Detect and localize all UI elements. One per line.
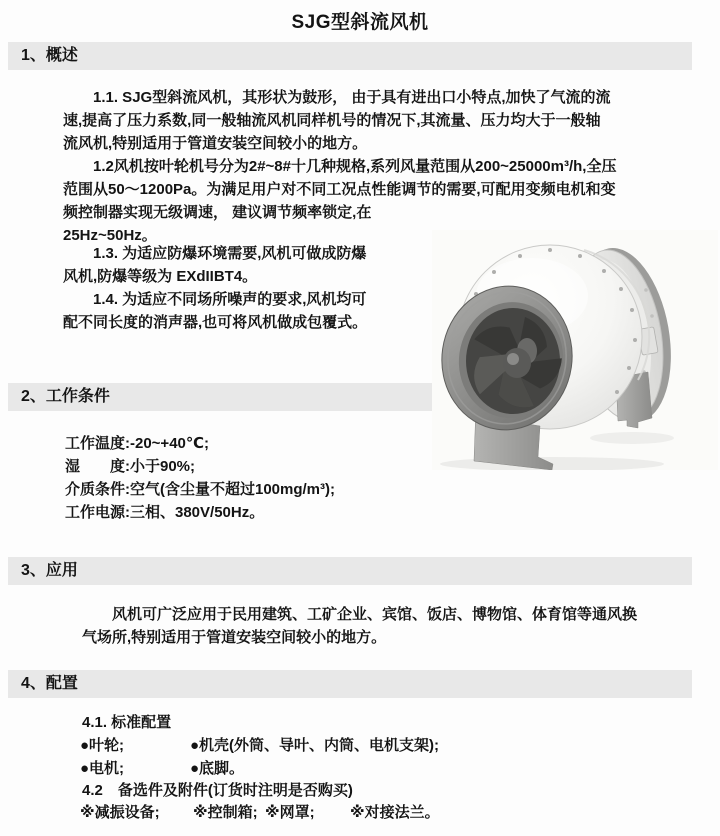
paragraph-line: 范围从50～1200Pa。为满足用户对不同工况点性能调节的需要,可配用变频电机和变 <box>63 181 616 198</box>
paragraph-line: 气场所,特别适用于管道安装空间较小的地方。 <box>82 629 387 646</box>
option-control-box: ※控制箱; <box>193 804 258 821</box>
condition-power: 工作电源:三相、380V/50Hz。 <box>65 504 265 521</box>
option-damping-device: ※减振设备; <box>80 804 160 821</box>
paragraph-line: 速,提高了压力系数,同一般轴流风机同样机号的情况下,其流量、压力均大于一般轴 <box>63 112 601 129</box>
config-item-motor: ●电机; <box>80 760 125 777</box>
mixed-flow-fan-illustration <box>432 230 718 470</box>
section-heading-application: 3、应用 <box>8 557 692 585</box>
working-conditions-list <box>65 432 335 524</box>
section-heading-overview: 1、概述 <box>8 42 692 70</box>
option-flange: ※对接法兰。 <box>350 804 440 821</box>
fan-product-photo <box>432 230 718 470</box>
standard-config-title: 4.1. 标准配置 <box>82 714 172 731</box>
option-mesh-guard: ※网罩; <box>265 804 315 821</box>
paragraph-line: 1.3. 为适应防爆环境需要,风机可做成防爆 <box>93 245 367 262</box>
paragraph-line: 25Hz~50Hz。 <box>63 227 157 244</box>
paragraph-line: 频控制器实现无级调速， 建议调节频率锁定,在 <box>63 204 372 221</box>
paragraph-line: 1.4. 为适应不同场所噪声的要求,风机均可 <box>93 291 367 308</box>
application-paragraph <box>82 603 637 649</box>
section-heading-working-conditions: 2、工作条件 <box>8 383 692 411</box>
paragraph-line: 流风机,特别适用于管道安装空间较小的地方。 <box>63 135 368 152</box>
optional-config-row <box>80 801 440 824</box>
config-item-impeller: ●叶轮; <box>80 737 125 754</box>
standard-config-row-1 <box>80 734 439 757</box>
config-item-base-foot: ●底脚。 <box>190 760 245 777</box>
paragraph-1-4 <box>63 288 367 334</box>
paragraph-1-3 <box>63 242 366 288</box>
paragraph-1-1 <box>63 86 611 155</box>
paragraph-line: 风机可广泛应用于民用建筑、工矿企业、宾馆、饭店、博物馆、体育馆等通风换 <box>112 606 638 623</box>
paragraph-line: 1.2风机按叶轮机号分为2#~8#十几种规格,系列风量范围从200~25000m³/h,全压 <box>93 158 617 175</box>
condition-humidity: 湿 度:小于90%; <box>65 458 196 475</box>
paragraph-line: 配不同长度的消声器,也可将风机做成包覆式。 <box>63 314 368 331</box>
standard-config-row-2 <box>80 757 244 780</box>
config-item-casing: ●机壳(外筒、导叶、内筒、电机支架); <box>190 737 440 754</box>
section-heading-configuration: 4、配置 <box>8 670 692 698</box>
condition-temperature: 工作温度:-20~+40℃; <box>65 435 210 452</box>
optional-config-title: 4.2 备选件及附件(订货时注明是否购买) <box>82 782 353 799</box>
page-title: SJG型斜流风机 <box>291 12 429 33</box>
paragraph-line: 1.1. SJG型斜流风机，其形状为鼓形， 由于具有进出口小特点,加快了气流的流 <box>93 89 611 106</box>
condition-medium: 介质条件:空气(含尘量不超过100mg/m³); <box>65 481 336 498</box>
paragraph-line: 风机,防爆等级为 EXdIIBT4。 <box>63 268 258 285</box>
